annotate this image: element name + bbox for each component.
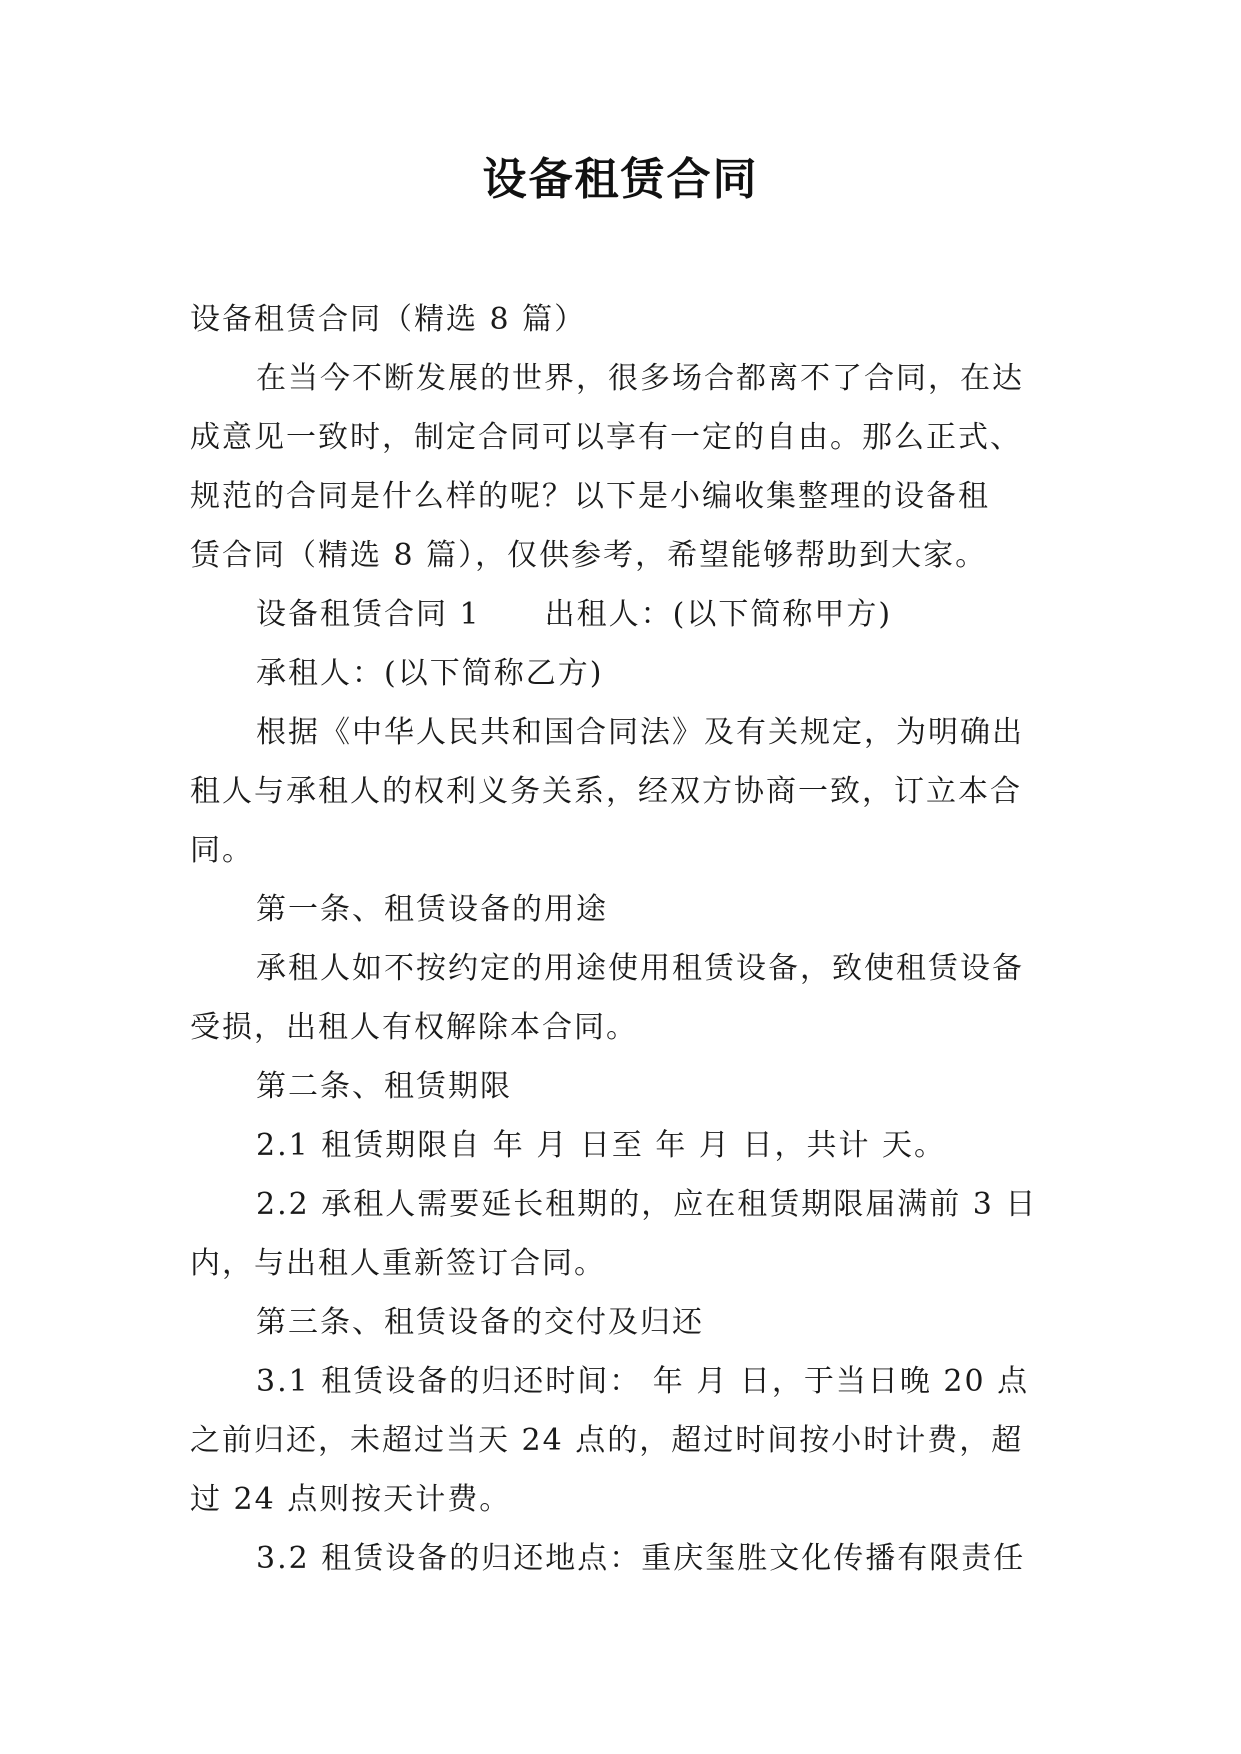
text-line: 第三条、租赁设备的交付及归还 xyxy=(256,1305,704,1340)
text-line: 承租人如不按约定的用途使用租赁设备，致使租赁设备 xyxy=(256,951,1024,986)
text-line: 2.2 承租人需要延长租期的，应在租赁期限届满前 3 日 xyxy=(256,1187,1038,1222)
text-line: 设备租赁合同 1 出租人：(以下简称甲方) xyxy=(256,597,893,632)
text-line: 赁合同（精选 8 篇），仅供参考，希望能够帮助到大家。 xyxy=(190,538,988,573)
text-line: 第一条、租赁设备的用途 xyxy=(256,892,608,927)
text-line: 受损，出租人有权解除本合同。 xyxy=(190,1010,638,1045)
text-line: 之前归还，未超过当天 24 点的，超过时间按小时计费，超 xyxy=(190,1423,1024,1458)
text-line: 2.1 租赁期限自 年 月 日至 年 月 日，共计 天。 xyxy=(256,1128,946,1163)
text-line: 过 24 点则按天计费。 xyxy=(190,1482,512,1517)
text-line: 内，与出租人重新签订合同。 xyxy=(190,1246,606,1281)
text-line: 规范的合同是什么样的呢？以下是小编收集整理的设备租 xyxy=(190,479,990,514)
text-line: 根据《中华人民共和国合同法》及有关规定，为明确出 xyxy=(256,715,1024,750)
text-line: 承租人：(以下简称乙方) xyxy=(256,656,604,691)
text-line: 在当今不断发展的世界，很多场合都离不了合同，在达 xyxy=(256,361,1024,396)
page-title: 设备租赁合同 xyxy=(482,154,759,205)
text-line: 同。 xyxy=(190,833,254,868)
text-line: 成意见一致时，制定合同可以享有一定的自由。那么正式、 xyxy=(190,420,1022,455)
text-line: 3.2 租赁设备的归还地点：重庆玺胜文化传播有限责任 xyxy=(256,1541,1026,1576)
text-line: 第二条、租赁期限 xyxy=(256,1069,512,1104)
text-line: 3.1 租赁设备的归还时间： 年 月 日，于当日晚 20 点 xyxy=(256,1364,1030,1399)
document-body xyxy=(190,290,1090,1588)
text-line: 设备租赁合同（精选 8 篇） xyxy=(190,302,587,337)
text-line: 租人与承租人的权利义务关系，经双方协商一致，订立本合 xyxy=(190,774,1022,809)
